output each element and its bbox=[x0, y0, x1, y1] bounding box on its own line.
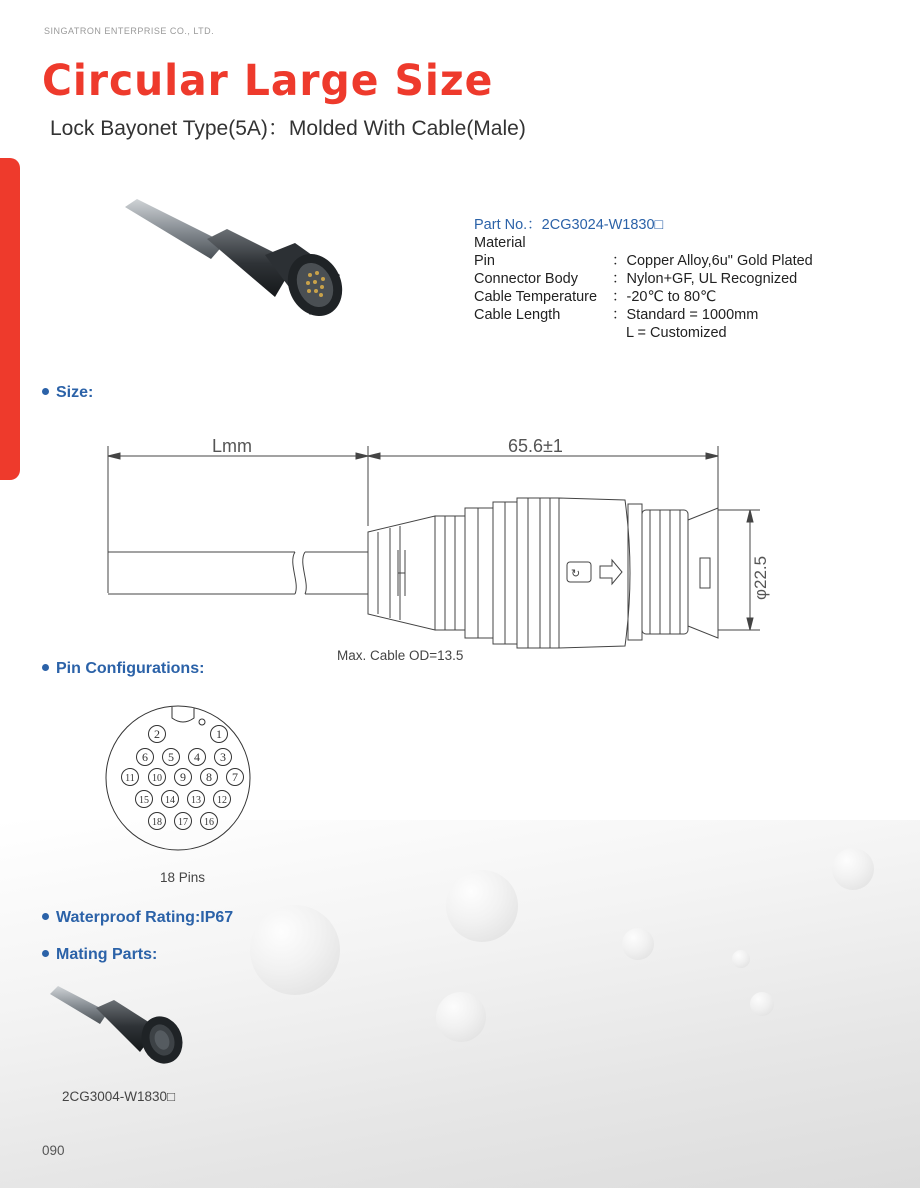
decorative-bubble bbox=[446, 870, 518, 942]
pin-label: 11 bbox=[125, 773, 135, 784]
page-title: Circular Large Size bbox=[42, 56, 494, 106]
pin-label: 12 bbox=[217, 795, 227, 806]
dim-length-label: Lmm bbox=[212, 436, 252, 456]
decorative-bubble bbox=[250, 905, 340, 995]
pin-17 bbox=[175, 813, 192, 830]
section-mating-parts: Mating Parts: bbox=[42, 946, 157, 964]
decorative-bubble bbox=[750, 992, 774, 1016]
pin-label: 3 bbox=[220, 750, 226, 764]
mating-part-photo bbox=[48, 982, 188, 1067]
decorative-bubble bbox=[832, 848, 874, 890]
decorative-bubble bbox=[622, 928, 654, 960]
pin-label: 13 bbox=[191, 795, 201, 806]
cable-od-note: Max. Cable OD=13.5 bbox=[337, 648, 464, 663]
pin-4 bbox=[189, 749, 206, 766]
pin-8 bbox=[201, 769, 218, 786]
pin-label: 16 bbox=[204, 817, 214, 828]
pin-1 bbox=[211, 726, 228, 743]
spec-row-length: Cable Length ：Standard = 1000mm bbox=[474, 307, 759, 323]
page-subtitle: Lock Bayonet Type(5A)：Molded With Cable(Male) bbox=[50, 117, 526, 140]
pin-label: 1 bbox=[216, 727, 222, 741]
pin-label: 4 bbox=[194, 750, 200, 764]
side-tab bbox=[0, 158, 20, 480]
pin-label: 18 bbox=[152, 817, 162, 828]
mating-part-number: 2CG3004-W1830□ bbox=[62, 1089, 176, 1104]
pin-label: 15 bbox=[139, 795, 149, 806]
pin-label: 6 bbox=[142, 750, 148, 764]
pin-count-caption: 18 Pins bbox=[160, 870, 206, 885]
section-size: Size: bbox=[42, 384, 93, 402]
spec-block bbox=[474, 216, 813, 342]
pin-label: 9 bbox=[180, 770, 186, 784]
page-number: 090 bbox=[42, 1143, 65, 1158]
company-name: SINGATRON ENTERPRISE CO., LTD. bbox=[44, 26, 215, 36]
section-pin-configurations: Pin Configurations: bbox=[42, 660, 204, 678]
material-heading: Material bbox=[474, 235, 526, 251]
spec-row-temperature: Cable Temperature ：-20℃ to 80℃ bbox=[474, 289, 717, 305]
pin-label: 8 bbox=[206, 770, 212, 784]
spec-row-pin: Pin ：Copper Alloy,6u" Gold Plated bbox=[474, 253, 813, 269]
pin-5 bbox=[163, 749, 180, 766]
pin-label: 2 bbox=[154, 727, 160, 741]
size-drawing bbox=[100, 428, 780, 658]
pin-label: 10 bbox=[152, 773, 162, 784]
spec-row-length-custom: L = Customized bbox=[626, 325, 727, 341]
dim-connector-label: 65.6±1 bbox=[508, 436, 563, 456]
pin-label: 17 bbox=[178, 817, 188, 828]
pin-14 bbox=[162, 791, 179, 808]
pin-3 bbox=[215, 749, 232, 766]
section-waterproof: Waterproof Rating:IP67 bbox=[42, 909, 233, 927]
dim-diameter-label: φ22.5 bbox=[751, 555, 770, 600]
pin-label: 5 bbox=[168, 750, 174, 764]
pin-label: 14 bbox=[165, 795, 175, 806]
pin-16 bbox=[201, 813, 218, 830]
connector-photo bbox=[115, 195, 365, 325]
decorative-bubble bbox=[436, 992, 486, 1042]
spec-row-body: Connector Body ：Nylon+GF, UL Recognized bbox=[474, 271, 798, 287]
decorative-bubble bbox=[732, 950, 750, 968]
pin-10 bbox=[149, 769, 166, 786]
part-number: Part No.：2CG3024-W1830□ bbox=[474, 217, 664, 233]
pin-label: 7 bbox=[232, 770, 238, 784]
pin-2 bbox=[149, 726, 166, 743]
pin-7 bbox=[227, 769, 244, 786]
pin-9 bbox=[175, 769, 192, 786]
pin-13 bbox=[188, 791, 205, 808]
pin-18 bbox=[149, 813, 166, 830]
pin-15 bbox=[136, 791, 153, 808]
pin-12 bbox=[214, 791, 231, 808]
pin-11 bbox=[122, 769, 139, 786]
pin-6 bbox=[137, 749, 154, 766]
pin-diagram bbox=[100, 700, 260, 860]
svg-text:↻: ↻ bbox=[571, 567, 581, 580]
